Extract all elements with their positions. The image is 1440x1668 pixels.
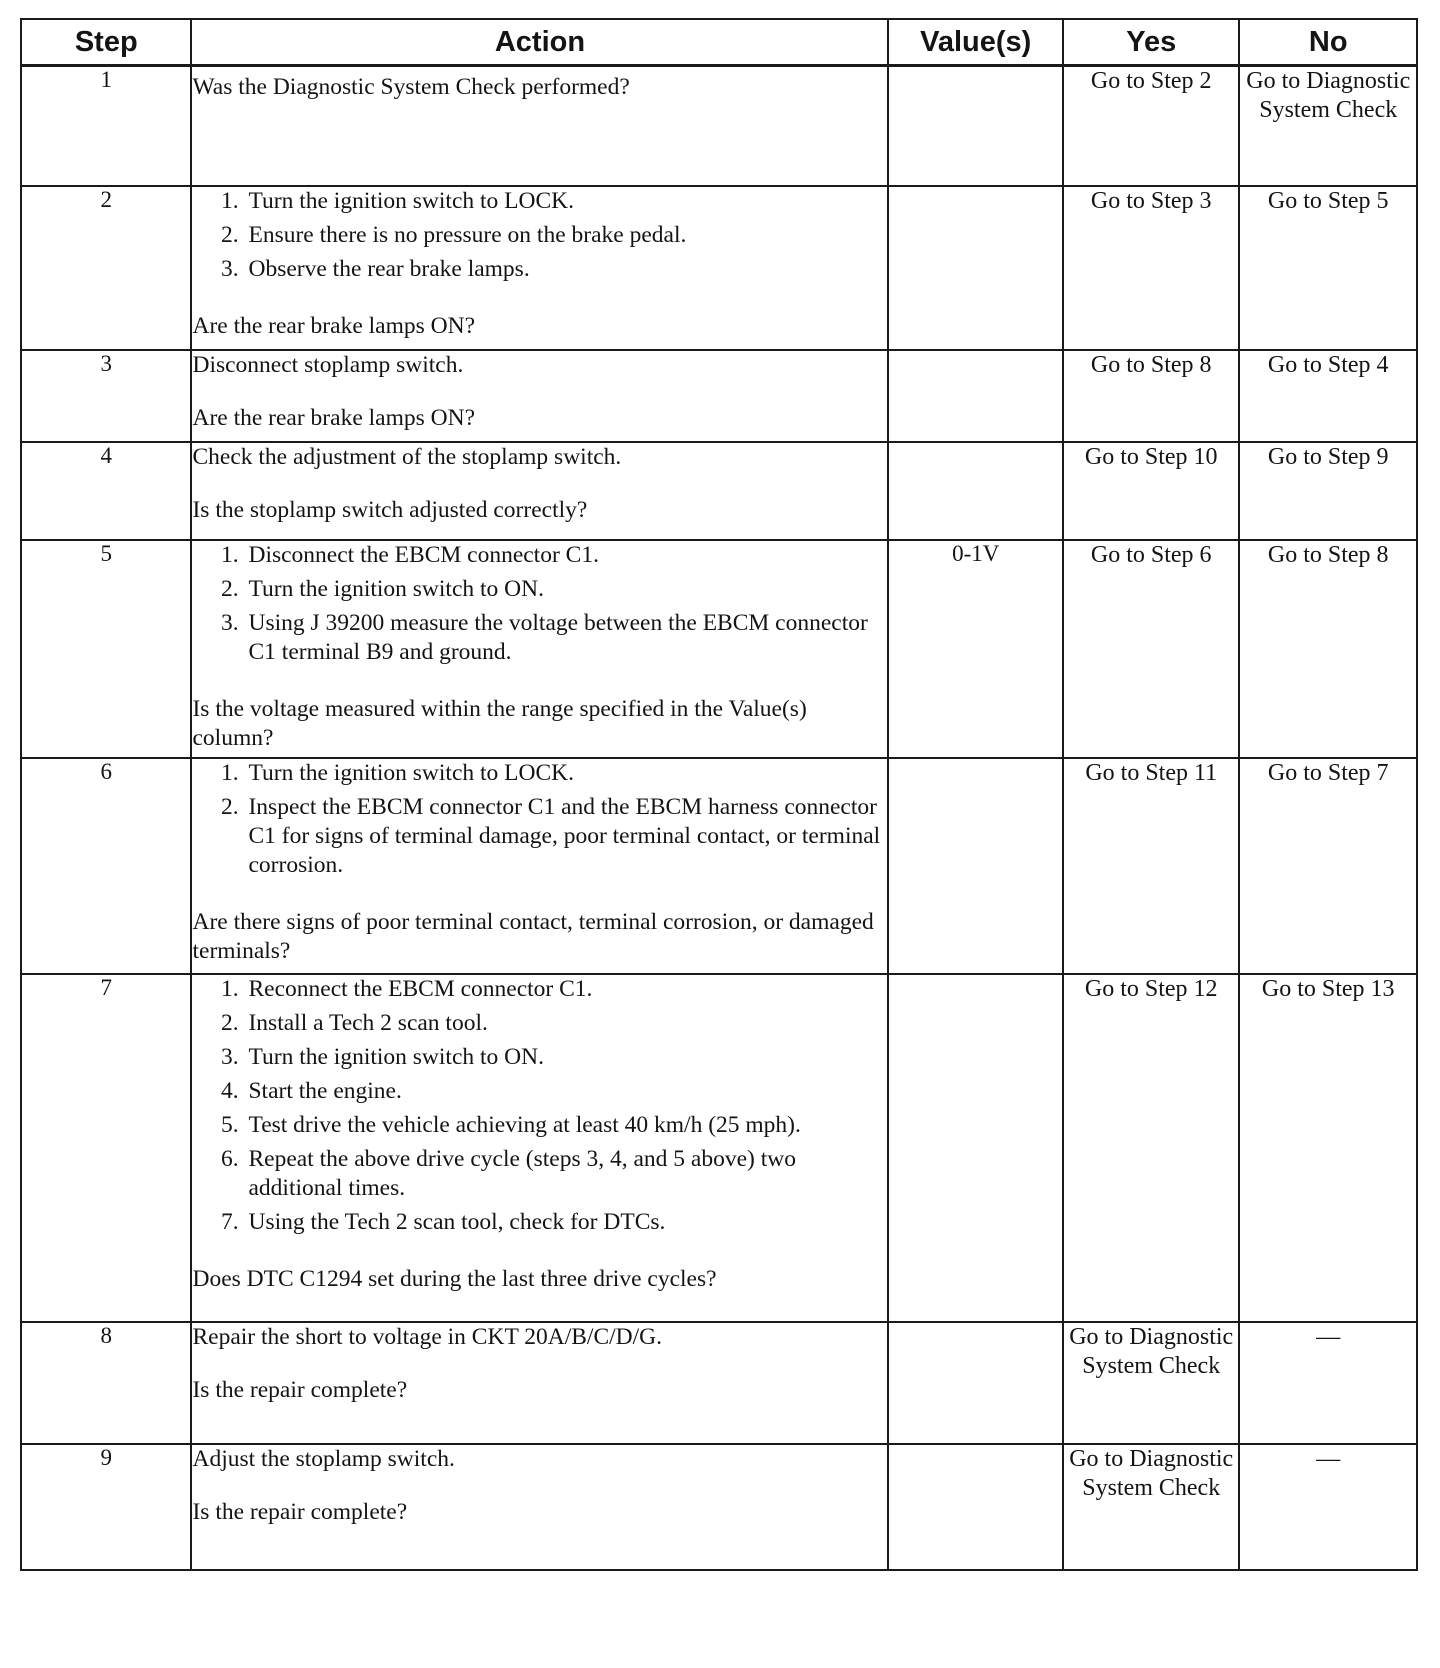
step-number: 1 (21, 66, 191, 186)
action-step-item: 1. Reconnect the EBCM connector C1. (244, 975, 887, 1004)
value-cell: 0-1V (888, 540, 1063, 758)
step-number: 2 (21, 186, 191, 350)
step-number: 5 (21, 540, 191, 758)
no-action-cell: Go to Step 5 (1239, 186, 1417, 350)
table-row (21, 758, 1417, 974)
header-no: No (1239, 19, 1417, 66)
yes-action-cell: Go to Step 12 (1063, 974, 1240, 1322)
action-question: Was the Diagnostic System Check performed? (192, 74, 630, 100)
action-step-item: 6. Repeat the above drive cycle (steps 3, 4, and 5 above) two additional times. (244, 1145, 887, 1203)
step-number: 6 (21, 758, 191, 974)
no-action-cell: Go to Step 8 (1239, 540, 1417, 758)
header-value: Value(s) (888, 19, 1063, 66)
no-action-cell: — (1239, 1444, 1417, 1570)
action-step-item: 2. Inspect the EBCM connector C1 and the EBCM harness connector C1 for signs of terminal damage, poor terminal contact, or terminal corrosion. (244, 793, 887, 880)
action-steps-list (192, 541, 887, 667)
action-step-item: 3. Observe the rear brake lamps. (244, 255, 887, 284)
action-question: Is the voltage measured within the range specified in the Value(s) column? (192, 695, 807, 751)
yes-action-cell: Go to Step 10 (1063, 442, 1240, 540)
step-number: 8 (21, 1322, 191, 1444)
step-number: 9 (21, 1444, 191, 1570)
yes-action-cell: Go to Step 6 (1063, 540, 1240, 758)
table-row (21, 540, 1417, 758)
yes-action-cell: Go to Step 3 (1063, 186, 1240, 350)
table-body (21, 66, 1417, 1570)
step-number: 4 (21, 442, 191, 540)
action-question: Are the rear brake lamps ON? (192, 312, 476, 339)
action-cell (191, 66, 888, 186)
value-cell (888, 758, 1063, 974)
action-step-item: 4. Start the engine. (244, 1077, 887, 1106)
action-cell (191, 442, 888, 540)
action-question: Are the rear brake lamps ON? (192, 404, 476, 431)
action-cell (191, 758, 888, 974)
action-lead-text: Check the adjustment of the stoplamp switch. (192, 443, 622, 470)
yes-action-cell: Go to Diagnostic System Check (1063, 1444, 1240, 1570)
action-step-item: 5. Test drive the vehicle achieving at least 40 km/h (25 mph). (244, 1111, 887, 1140)
action-question: Is the repair complete? (192, 1376, 408, 1403)
table-row (21, 974, 1417, 1322)
value-cell (888, 66, 1063, 186)
action-lead-text: Disconnect stoplamp switch. (192, 351, 464, 378)
yes-action-cell: Go to Step 2 (1063, 66, 1240, 186)
table-row (21, 186, 1417, 350)
action-cell (191, 1322, 888, 1444)
header-row (21, 19, 1417, 66)
value-cell (888, 442, 1063, 540)
no-action-cell: Go to Diagnostic System Check (1239, 66, 1417, 186)
action-cell (191, 540, 888, 758)
action-cell (191, 350, 888, 442)
header-yes: Yes (1063, 19, 1240, 66)
table-row (21, 1444, 1417, 1570)
yes-action-cell: Go to Diagnostic System Check (1063, 1322, 1240, 1444)
action-step-item: 2. Turn the ignition switch to ON. (244, 575, 887, 604)
header-action: Action (191, 19, 888, 66)
value-cell (888, 1444, 1063, 1570)
table-row (21, 66, 1417, 186)
step-number: 7 (21, 974, 191, 1322)
yes-action-cell: Go to Step 8 (1063, 350, 1240, 442)
action-cell (191, 974, 888, 1322)
value-cell (888, 1322, 1063, 1444)
table-header (21, 19, 1417, 66)
header-step: Step (21, 19, 191, 66)
no-action-cell: — (1239, 1322, 1417, 1444)
action-steps-list (192, 975, 887, 1237)
action-cell (191, 186, 888, 350)
action-step-item: 1. Disconnect the EBCM connector C1. (244, 541, 887, 570)
no-action-cell: Go to Step 4 (1239, 350, 1417, 442)
action-lead-text: Adjust the stoplamp switch. (192, 1445, 455, 1472)
no-action-cell: Go to Step 9 (1239, 442, 1417, 540)
diagnostic-table (20, 18, 1418, 1571)
action-cell (191, 1444, 888, 1570)
action-question: Is the stoplamp switch adjusted correctly? (192, 496, 588, 523)
step-number: 3 (21, 350, 191, 442)
action-steps-list (192, 187, 887, 284)
action-question: Does DTC C1294 set during the last three drive cycles? (192, 1265, 717, 1292)
action-step-item: 7. Using the Tech 2 scan tool, check for DTCs. (244, 1208, 887, 1237)
no-action-cell: Go to Step 13 (1239, 974, 1417, 1322)
action-step-item: 2. Ensure there is no pressure on the brake pedal. (244, 221, 887, 250)
action-step-item: 1. Turn the ignition switch to LOCK. (244, 759, 887, 788)
action-step-item: 1. Turn the ignition switch to LOCK. (244, 187, 887, 216)
action-question: Is the repair complete? (192, 1498, 408, 1525)
yes-action-cell: Go to Step 11 (1063, 758, 1240, 974)
action-step-item: 3. Turn the ignition switch to ON. (244, 1043, 887, 1072)
no-action-cell: Go to Step 7 (1239, 758, 1417, 974)
value-cell (888, 186, 1063, 350)
action-lead-text: Repair the short to voltage in CKT 20A/B/C/D/G. (192, 1323, 663, 1350)
action-steps-list (192, 759, 887, 880)
table-row (21, 1322, 1417, 1444)
action-step-item: 2. Install a Tech 2 scan tool. (244, 1009, 887, 1038)
table-row (21, 442, 1417, 540)
value-cell (888, 974, 1063, 1322)
action-step-item: 3. Using J 39200 measure the voltage between the EBCM connector C1 terminal B9 and ground. (244, 609, 887, 667)
action-question: Are there signs of poor terminal contact, terminal corrosion, or damaged terminals? (192, 908, 874, 964)
value-cell (888, 350, 1063, 442)
table-row (21, 350, 1417, 442)
